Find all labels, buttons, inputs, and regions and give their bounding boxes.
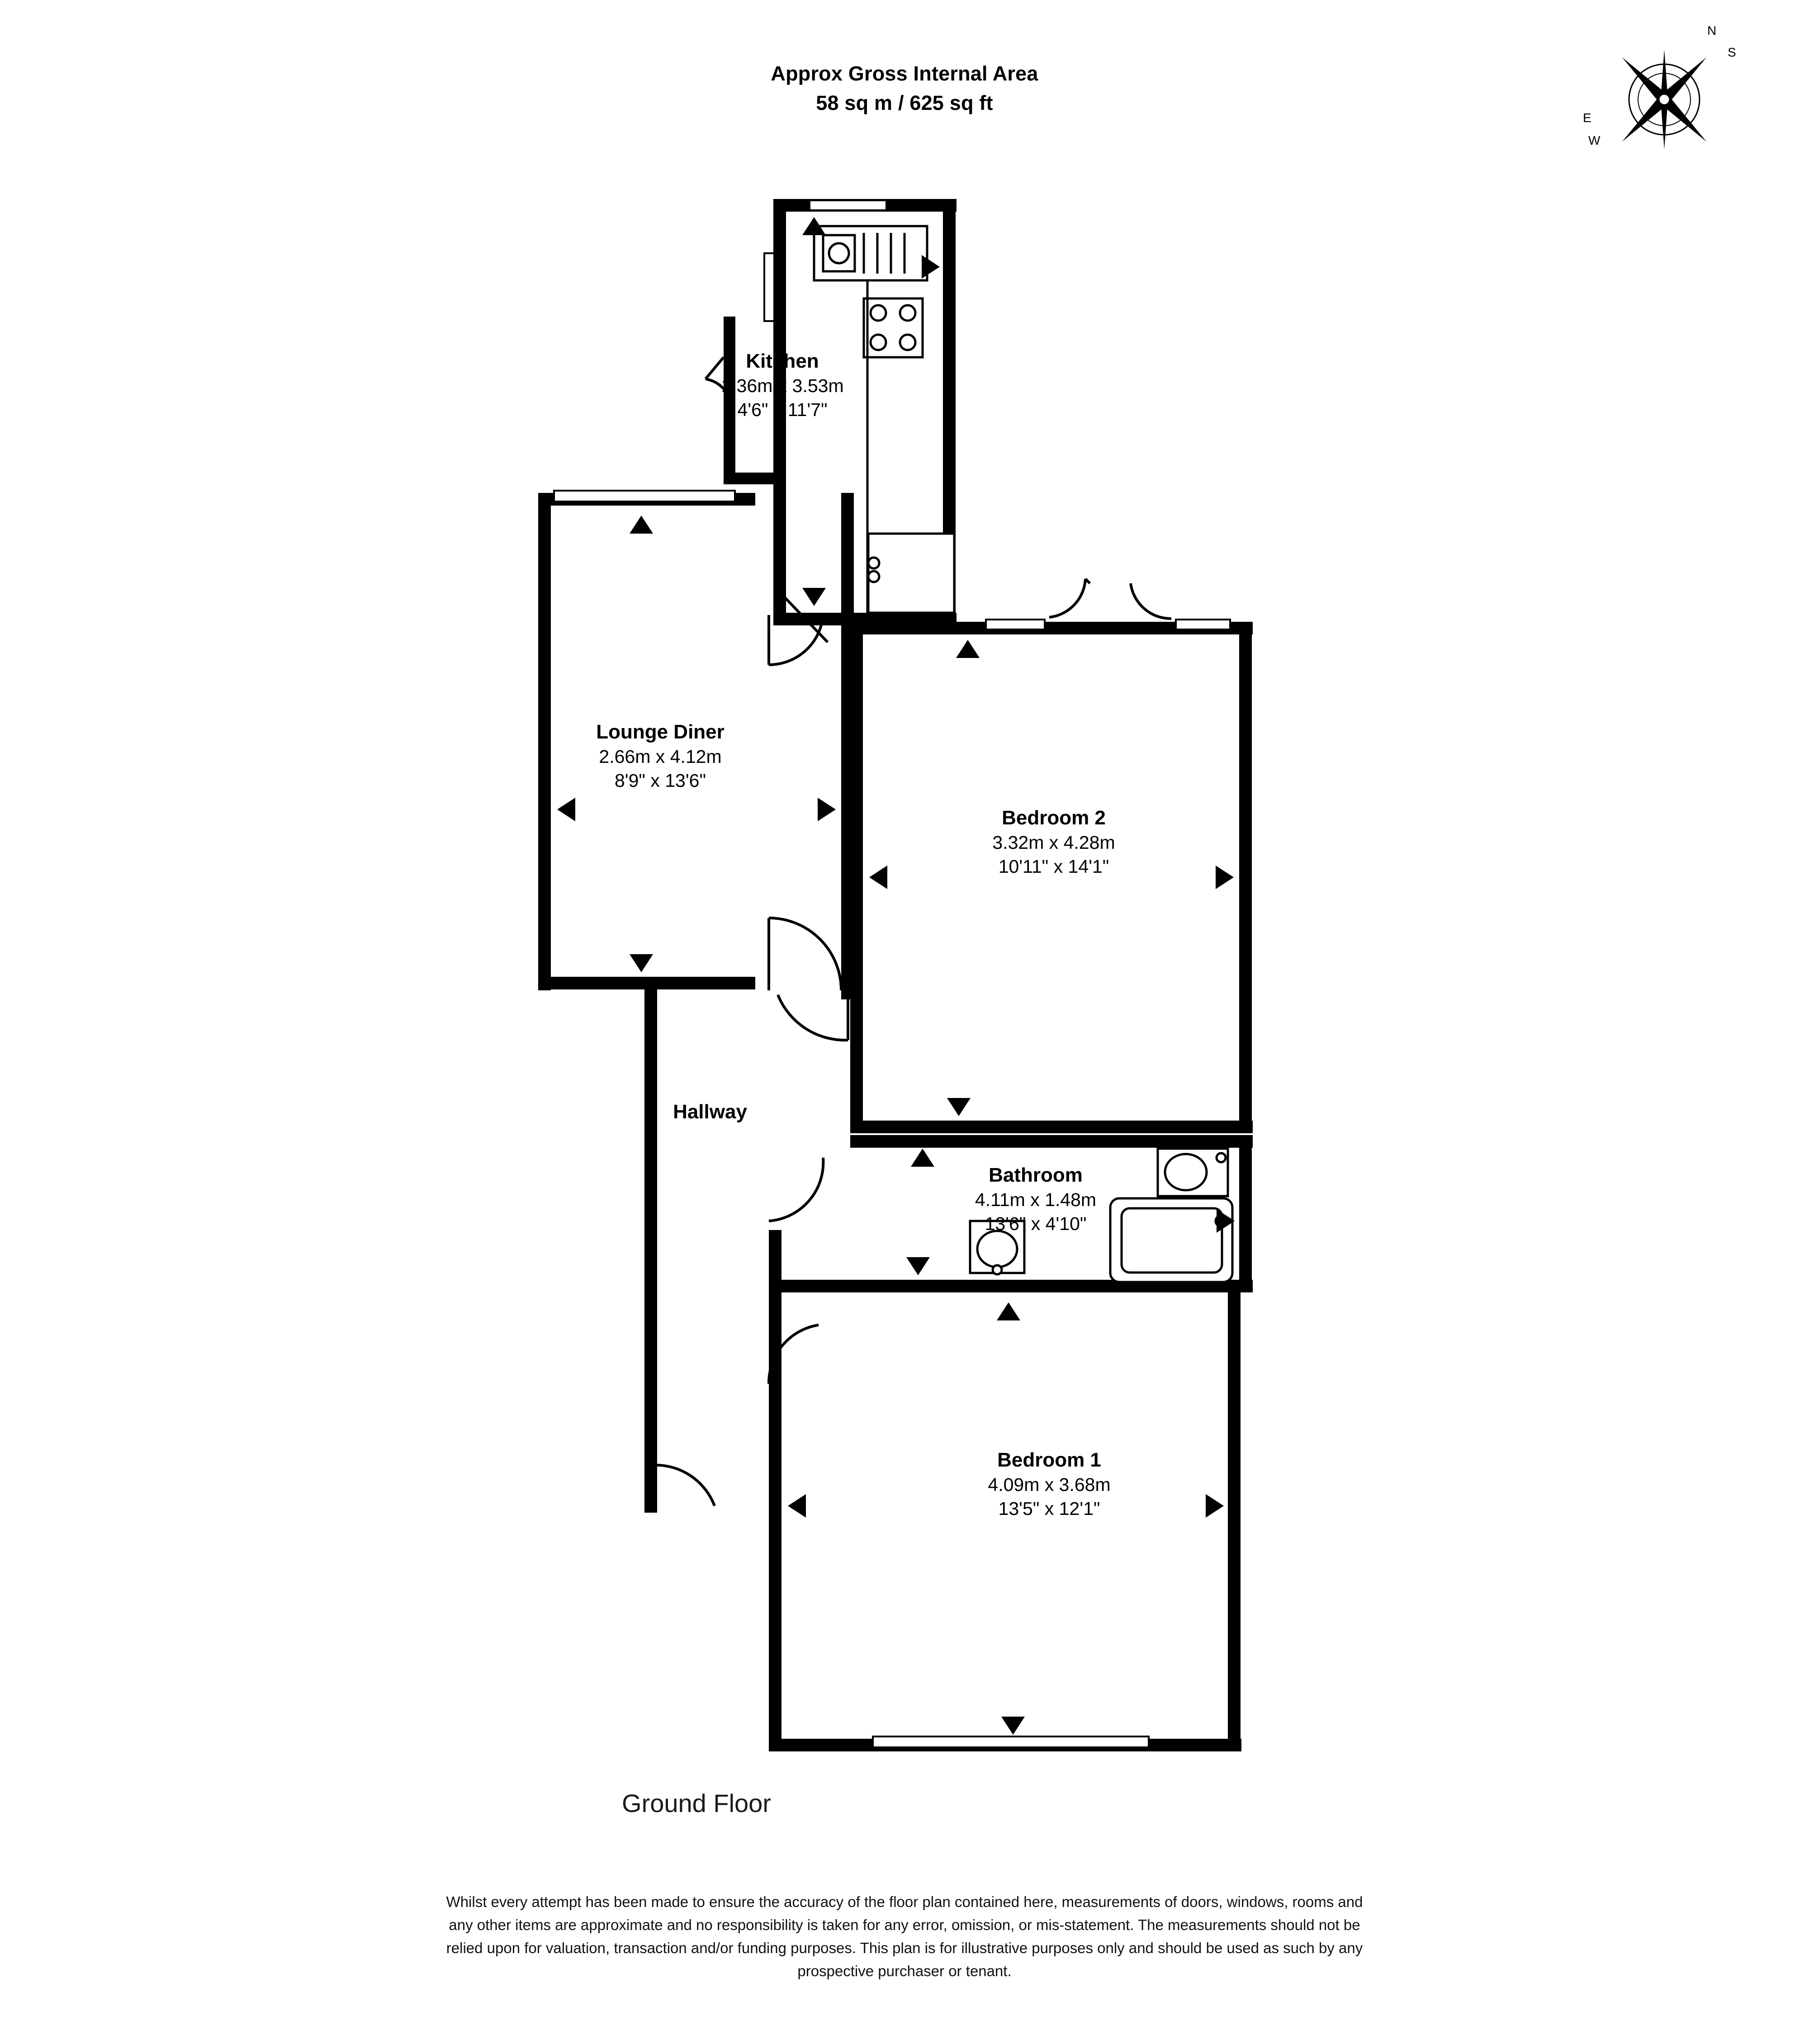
room-label-bathroom — [877, 1162, 1194, 1236]
room-name-bedroom-1: Bedroom 1 — [997, 1449, 1101, 1471]
room-dimension-metric-bedroom-2: 3.32m x 4.28m — [992, 832, 1115, 853]
room-dimension-metric-lounge-diner: 2.66m x 4.12m — [599, 746, 722, 767]
room-name-hallway: Hallway — [673, 1101, 747, 1123]
gross-internal-area-label: Approx Gross Internal Area — [771, 62, 1038, 85]
compass-west-label: W — [1588, 133, 1601, 147]
disclaimer-line-3: relied upon for valuation, transaction and/or funding purposes. This plan is for illustrative purposes only and should be used as such by any — [446, 1940, 1363, 1957]
room-name-bedroom-2: Bedroom 2 — [1002, 807, 1106, 829]
room-dimension-imperial-bedroom-1: 13'5" x 12'1" — [998, 1498, 1100, 1519]
compass-north-label: N — [1707, 24, 1717, 38]
room-label-bedroom-1 — [891, 1447, 1208, 1521]
room-dimension-imperial-kitchen: 4'6" x 11'7" — [737, 399, 828, 421]
disclaimer-text — [226, 1890, 1583, 1983]
room-name-bathroom: Bathroom — [989, 1164, 1083, 1186]
disclaimer-line-1: Whilst every attempt has been made to ensure the accuracy of the floor plan contained here, measurements of doors, windows, rooms and — [446, 1893, 1363, 1910]
room-label-bedroom-2 — [895, 805, 1212, 879]
room-name-lounge-diner: Lounge Diner — [596, 721, 725, 743]
room-dimension-metric-kitchen: 1.36m x 3.53m — [721, 375, 844, 397]
room-dimension-metric-bedroom-1: 4.09m x 3.68m — [988, 1474, 1111, 1495]
room-label-hallway — [570, 1099, 850, 1125]
room-label-kitchen — [665, 348, 900, 422]
compass-east-label: E — [1583, 111, 1591, 125]
room-dimension-metric-bathroom: 4.11m x 1.48m — [975, 1189, 1097, 1211]
compass-south-label: S — [1728, 45, 1736, 59]
room-dimension-imperial-bedroom-2: 10'11" x 14'1" — [998, 856, 1109, 877]
room-dimension-imperial-bathroom: 13'6" x 4'10" — [985, 1213, 1087, 1235]
disclaimer-line-4: prospective purchaser or tenant. — [797, 1963, 1012, 1980]
disclaimer-line-2: any other items are approximate and no responsibility is taken for any error, omission, or mis-statement. The measurements should not be — [449, 1916, 1360, 1934]
room-name-kitchen: Kitchen — [746, 350, 819, 372]
gross-internal-area-value: 58 sq m / 625 sq ft — [816, 91, 993, 115]
room-dimension-imperial-lounge-diner: 8'9" x 13'6" — [614, 770, 706, 791]
door-swings — [651, 357, 1171, 1506]
room-label-lounge-diner — [502, 719, 819, 793]
floor-caption: Ground Floor — [622, 1789, 771, 1817]
